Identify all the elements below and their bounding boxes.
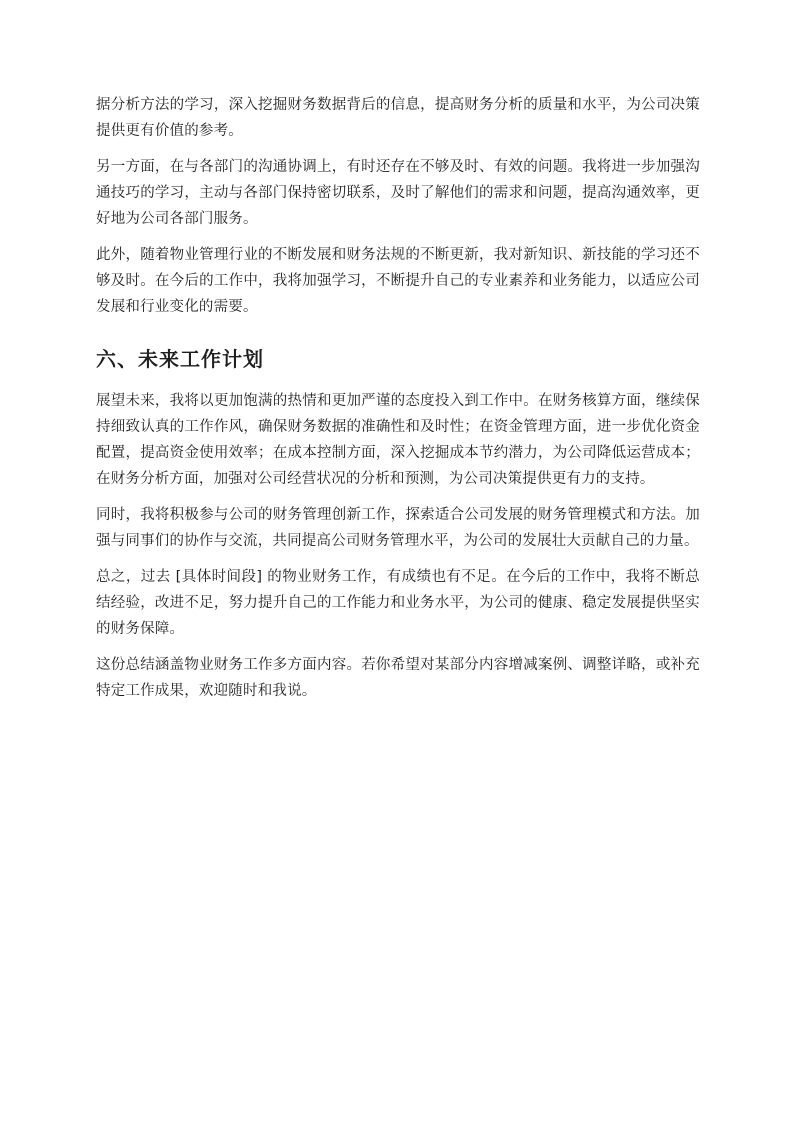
paragraph-innovation: 同时，我将积极参与公司的财务管理创新工作，探索适合公司发展的财务管理模式和方法。加强与同事们的协作与交流，共同提高公司财务管理水平，为公司的发展壮大贡献自己的力量。 bbox=[96, 507, 700, 549]
paragraph-communication: 另一方面，在与各部门的沟通协调上，有时还存在不够及时、有效的问题。我将进一步加强沟通技巧的学习，主动与各部门保持密切联系，及时了解他们的需求和问题，提高沟通效率，更好地为公司各部门服务。 bbox=[96, 159, 700, 227]
paragraph-outlook: 展望未来，我将以更加饱满的热情和更加严谨的态度投入到工作中。在财务核算方面，继续保持细致认真的工作作风，确保财务数据的准确性和及时性；在资金管理方面，进一步优化资金配置，提高资金使用效率；在成本控制方面，深入挖掘成本节约潜力，为公司降低运营成本；在财务分析方面，加强对公司经营状况的分析和预测，为公司决策提供更有力的支持。 bbox=[96, 393, 700, 487]
section-heading-future-plan: 六、未来工作计划 bbox=[96, 347, 264, 371]
paragraph-continuous-learning: 此外，随着物业管理行业的不断发展和财务法规的不断更新，我对新知识、新技能的学习还不够及时。在今后的工作中，我将加强学习，不断提升自己的专业素养和业务能力，以适应公司发展和行业变化的需要。 bbox=[96, 247, 700, 315]
paragraph-analysis-learning: 据分析方法的学习，深入挖掘财务数据背后的信息，提高财务分析的质量和水平，为公司决策提供更有价值的参考。 bbox=[96, 97, 700, 139]
paragraph-conclusion: 总之，过去 [具体时间段] 的物业财务工作，有成绩也有不足。在今后的工作中，我将不断总结经验，改进不足，努力提升自己的工作能力和业务水平，为公司的健康、稳定发展提供坚实的财务保障。 bbox=[96, 569, 700, 637]
paragraph-closing-note: 这份总结涵盖物业财务工作多方面内容。若你希望对某部分内容增减案例、调整详略，或补充特定工作成果，欢迎随时和我说。 bbox=[96, 657, 700, 699]
document-page bbox=[96, 92, 700, 714]
